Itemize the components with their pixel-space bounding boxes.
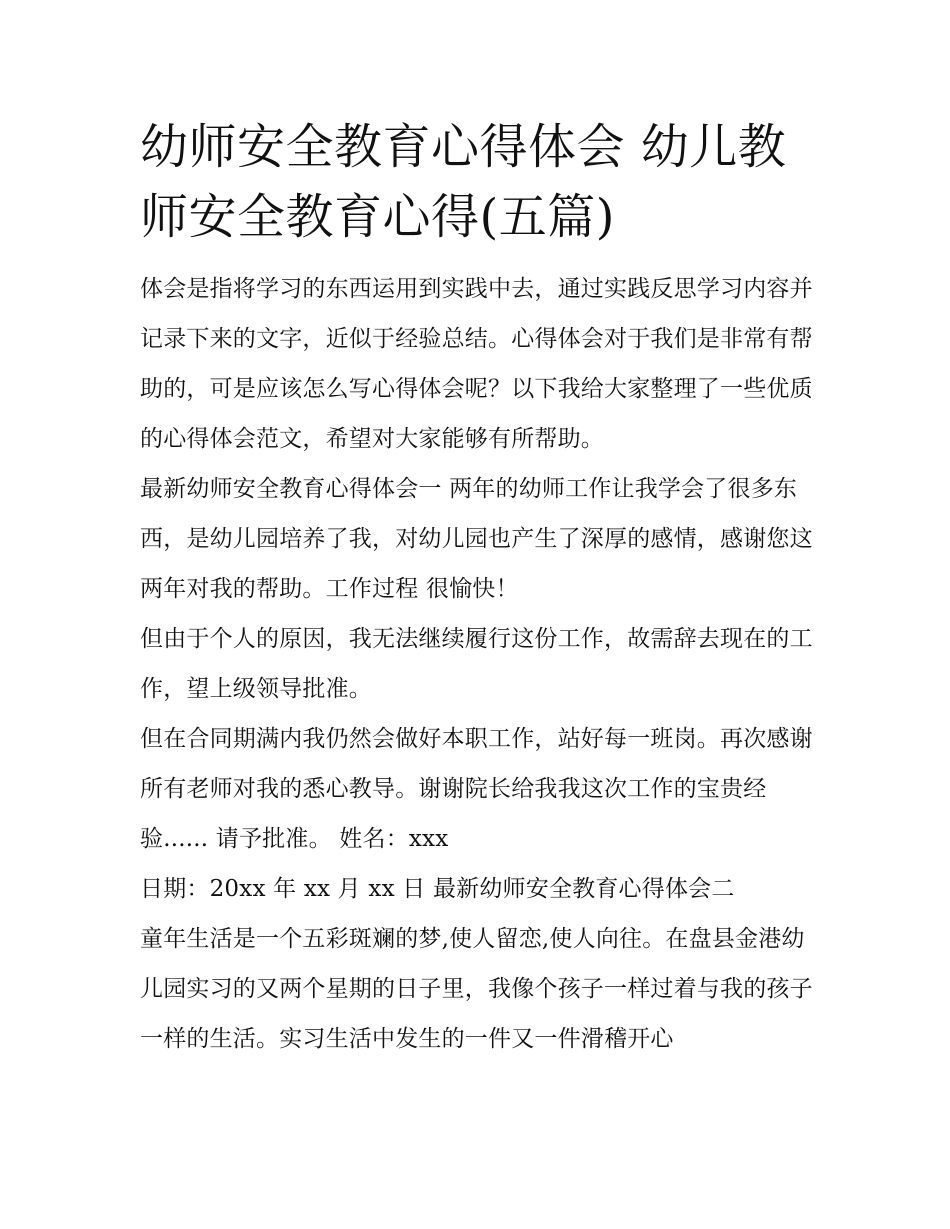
document-title: 幼师安全教育心得体会 幼儿教师安全教育心得(五篇) bbox=[140, 119, 787, 245]
paragraph-essay-two-opening: 童年生活是一个五彩斑斓的梦,使人留恋,使人向往。在盘县金港幼儿园实习的又两个星期的日子里，我像个孩子一样过着与我的孩子一样的生活。实习生活中发生的一件又一件滑稽开心 bbox=[140, 926, 813, 1052]
paragraph-gratitude-signature: 但在合同期满内我仍然会做好本职工作，站好每一班岗。再次感谢所有老师对我的悉心教导。谢谢院长给我我这次工作的宝贵经验...... 请予批准。 姓名：xxx bbox=[140, 726, 813, 852]
paragraph-intro: 体会是指将学习的东西运用到实践中去，通过实践反思学习内容并记录下来的文字，近似于经验总结。心得体会对于我们是非常有帮助的，可是应该怎么写心得体会呢？以下我给大家整理了一些优质的心得体会范文，希望对大家能够有所帮助。 bbox=[140, 276, 813, 452]
paragraph-resignation-reason: 但由于个人的原因，我无法继续履行这份工作，故需辞去现在的工作，望上级领导批准。 bbox=[140, 626, 813, 702]
paragraph-essay-one-opening: 最新幼师安全教育心得体会一 两年的幼师工作让我学会了很多东西，是幼儿园培养了我，对幼儿园也产生了深厚的感情，感谢您这两年对我的帮助。工作过程 很愉快！ bbox=[140, 476, 813, 602]
paragraph-date-heading: 日期：20xx 年 xx 月 xx 日 最新幼师安全教育心得体会二 bbox=[140, 876, 735, 902]
document-page bbox=[140, 112, 820, 1064]
